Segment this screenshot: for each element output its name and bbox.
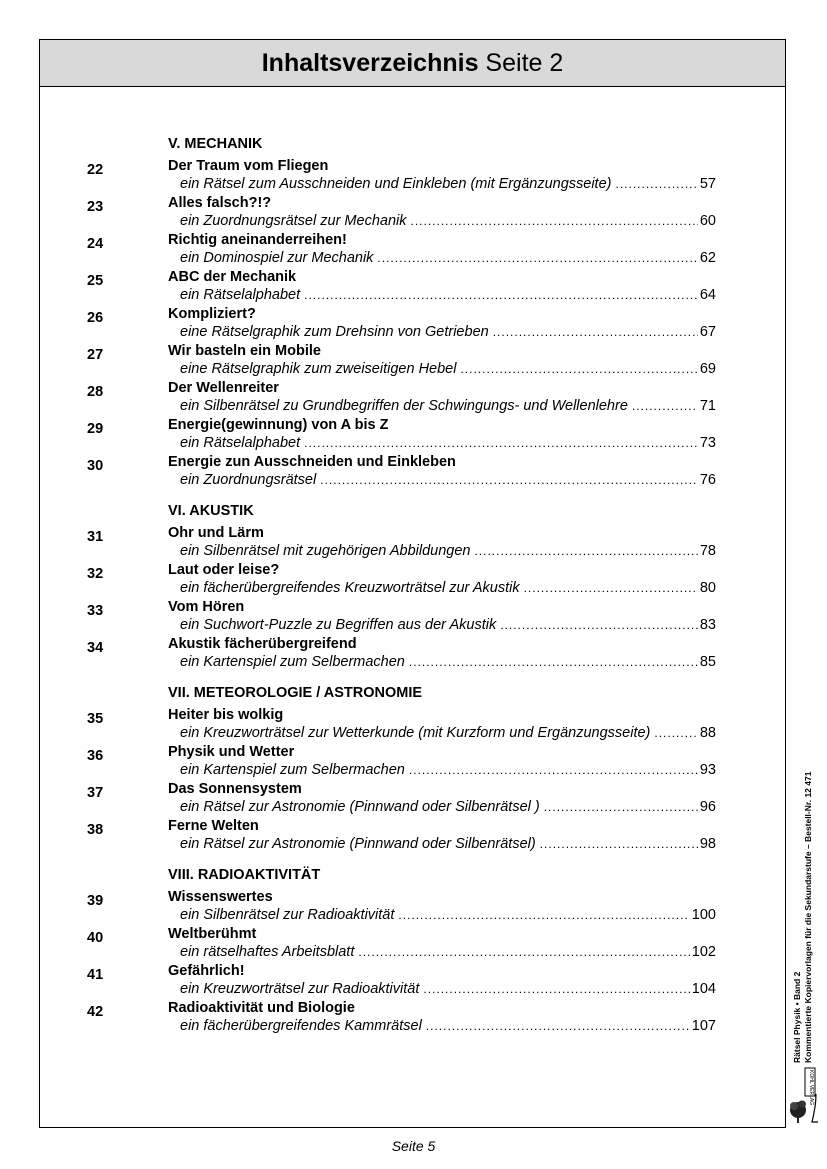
dot-leader <box>654 724 697 742</box>
entry-page: 96 <box>699 799 716 815</box>
entry-description-line <box>180 212 716 230</box>
entry-page: 104 <box>691 981 716 997</box>
entry-description: ein fächerübergreifendes Kreuzworträtsel zur Akustik <box>180 580 520 596</box>
header-title-normal: Seite 2 <box>478 49 564 77</box>
entry-description-line <box>180 943 716 961</box>
dot-leader <box>358 943 689 961</box>
entry-title: Laut oder leise? <box>168 562 280 578</box>
toc-entry <box>87 524 716 561</box>
entry-number: 36 <box>87 748 104 764</box>
entry-description: eine Rätselgraphik zum zweiseitigen Hebel <box>180 361 457 377</box>
entry-page: 62 <box>699 250 716 266</box>
entry-page: 107 <box>691 1018 716 1034</box>
entry-page: 83 <box>699 617 716 633</box>
entry-description: ein Silbenrätsel zur Radioaktivität <box>180 907 395 923</box>
toc-entry <box>87 817 716 854</box>
entry-page: 93 <box>699 762 716 778</box>
entry-description: ein Rätselalphabet <box>180 435 301 451</box>
table-of-contents <box>87 131 716 1036</box>
entry-description: ein Kreuzworträtsel zur Wetterkunde (mit Kurzform und Ergänzungsseite) <box>180 725 651 741</box>
dot-leader <box>398 906 689 924</box>
entry-number: 23 <box>87 199 104 215</box>
toc-entry <box>87 453 716 490</box>
entry-number: 24 <box>87 236 104 252</box>
toc-entry <box>87 416 716 453</box>
entry-description-line <box>180 542 716 560</box>
entry-number: 32 <box>87 566 104 582</box>
entry-title: Kompliziert? <box>168 306 256 322</box>
entry-description-line <box>180 906 716 924</box>
entry-page: 85 <box>699 654 716 670</box>
entry-number: 40 <box>87 930 104 946</box>
dot-leader <box>632 397 698 415</box>
logo-text: KOHL VERLAG <box>808 1070 814 1106</box>
entry-description: eine Rätselgraphik zum Drehsinn von Getrieben <box>180 324 489 340</box>
entry-page: 60 <box>699 213 716 229</box>
entry-description-line <box>180 579 716 597</box>
publisher-sidebar <box>788 708 824 1128</box>
entry-number: 30 <box>87 458 104 474</box>
section-heading: VII. METEOROLOGIE / ASTRONOMIE <box>168 685 423 701</box>
dot-leader <box>493 323 698 341</box>
entry-title: Energie zun Ausschneiden und Einkleben <box>168 454 456 470</box>
toc-entry <box>87 194 716 231</box>
entry-page: 71 <box>699 398 716 414</box>
entry-description: ein Zuordnungsrätsel zur Mechanik <box>180 213 407 229</box>
entry-description-line <box>180 798 716 816</box>
entry-description-line <box>180 397 716 415</box>
entry-number: 42 <box>87 1004 104 1020</box>
entry-page: 100 <box>691 907 716 923</box>
dot-leader <box>460 360 697 378</box>
entry-title: Ohr und Lärm <box>168 525 264 541</box>
toc-entry <box>87 379 716 416</box>
dot-leader <box>377 249 697 267</box>
entry-description: ein Rätsel zur Astronomie (Pinnwand oder Silbenrätsel) <box>180 836 536 852</box>
toc-entry <box>87 268 716 305</box>
toc-entry <box>87 962 716 999</box>
entry-description: ein Rätsel zum Ausschneiden und Einkleben (mit Ergänzungsseite) <box>180 176 612 192</box>
entry-title: Gefährlich! <box>168 963 245 979</box>
entry-description-line <box>180 249 716 267</box>
entry-description-line <box>180 323 716 341</box>
dot-leader <box>320 471 698 489</box>
entry-description: ein Zuordnungsrätsel <box>180 472 317 488</box>
section-heading: V. MECHANIK <box>168 136 263 152</box>
kohl-verlag-logo <box>788 1064 822 1128</box>
entry-number: 33 <box>87 603 104 619</box>
entry-title: Alles falsch?!? <box>168 195 272 211</box>
dot-leader <box>524 579 698 597</box>
entry-page: 73 <box>699 435 716 451</box>
entry-description: ein Kreuzworträtsel zur Radioaktivität <box>180 981 420 997</box>
entry-description-line <box>180 653 716 671</box>
dot-leader <box>615 175 697 193</box>
entry-description-line <box>180 434 716 452</box>
entry-title: Das Sonnensystem <box>168 781 302 797</box>
toc-entry <box>87 231 716 268</box>
entry-description: ein fächerübergreifendes Kammrätsel <box>180 1018 422 1034</box>
entry-title: Vom Hören <box>168 599 245 615</box>
toc-entry <box>87 635 716 672</box>
dot-leader <box>410 212 697 230</box>
entry-description: ein rätselhaftes Arbeitsblatt <box>180 944 355 960</box>
entry-description-line <box>180 471 716 489</box>
entry-number: 25 <box>87 273 104 289</box>
dot-leader <box>500 616 698 634</box>
page-frame <box>39 39 814 1128</box>
dot-leader <box>409 761 698 779</box>
entry-page: 102 <box>691 944 716 960</box>
dot-leader <box>540 835 698 853</box>
entry-title: Richtig aneinanderreihen! <box>168 232 347 248</box>
entry-number: 39 <box>87 893 104 909</box>
entry-page: 76 <box>699 472 716 488</box>
entry-page: 69 <box>699 361 716 377</box>
entry-title: Heiter bis wolkig <box>168 707 284 723</box>
entry-page: 57 <box>699 176 716 192</box>
dot-leader <box>426 1017 690 1035</box>
entry-page: 98 <box>699 836 716 852</box>
book-title-line: Rätsel Physik • Band 2 <box>792 971 802 1063</box>
publisher-info <box>792 708 824 1063</box>
dot-leader <box>304 286 698 304</box>
toc-entry <box>87 305 716 342</box>
entry-description-line <box>180 286 716 304</box>
dot-leader <box>409 653 698 671</box>
toc-entry <box>87 342 716 379</box>
toc-entry <box>87 561 716 598</box>
toc-entry <box>87 598 716 635</box>
book-subtitle-line: Kommentierte Kopiervorlagen für die Sekundarstufe – Bestell-Nr. 12 471 <box>803 771 813 1063</box>
section-heading: VIII. RADIOAKTIVITÄT <box>168 867 321 883</box>
entry-number: 27 <box>87 347 104 363</box>
entry-title: Weltberühmt <box>168 926 257 942</box>
entry-title: ABC der Mechanik <box>168 269 297 285</box>
entry-description: ein Kartenspiel zum Selbermachen <box>180 654 405 670</box>
entry-description: ein Dominospiel zur Mechanik <box>180 250 374 266</box>
toc-entry <box>87 157 716 194</box>
toc-entry <box>87 743 716 780</box>
entry-title: Radioaktivität und Biologie <box>168 1000 355 1016</box>
entry-description-line <box>180 616 716 634</box>
section-heading: VI. AKUSTIK <box>168 503 254 519</box>
entry-description: ein Silbenrätsel mit zugehörigen Abbildungen <box>180 543 471 559</box>
entry-number: 37 <box>87 785 104 801</box>
entry-number: 34 <box>87 640 104 656</box>
entry-description: ein Rätselalphabet <box>180 287 301 303</box>
entry-title: Energie(gewinnung) von A bis Z <box>168 417 389 433</box>
entry-page: 64 <box>699 287 716 303</box>
entry-number: 22 <box>87 162 104 178</box>
toc-entry <box>87 999 716 1036</box>
entry-number: 41 <box>87 967 104 983</box>
page-header <box>40 40 785 87</box>
entry-description-line <box>180 1017 716 1035</box>
toc-entry <box>87 925 716 962</box>
entry-description-line <box>180 175 716 193</box>
entry-number: 28 <box>87 384 104 400</box>
entry-description: ein Kartenspiel zum Selbermachen <box>180 762 405 778</box>
dot-leader <box>544 798 698 816</box>
entry-description-line <box>180 835 716 853</box>
entry-title: Physik und Wetter <box>168 744 295 760</box>
dot-leader <box>423 980 689 998</box>
entry-number: 29 <box>87 421 104 437</box>
dot-leader <box>304 434 698 452</box>
toc-entry <box>87 780 716 817</box>
entry-title: Wir basteln ein Mobile <box>168 343 321 359</box>
entry-description-line <box>180 724 716 742</box>
entry-description-line <box>180 980 716 998</box>
entry-description: ein Silbenrätsel zu Grundbegriffen der Schwingungs- und Wellenlehre <box>180 398 628 414</box>
header-title-bold: Inhaltsverzeichnis <box>261 49 479 77</box>
entry-description: ein Rätsel zur Astronomie (Pinnwand oder Silbenrätsel ) <box>180 799 540 815</box>
entry-title: Der Wellenreiter <box>168 380 279 396</box>
entry-title: Ferne Welten <box>168 818 259 834</box>
entry-title: Der Traum vom Fliegen <box>168 158 329 174</box>
page-number: Seite 5 <box>391 1138 436 1154</box>
entry-description: ein Suchwort-Puzzle zu Begriffen aus der Akustik <box>180 617 497 633</box>
entry-page: 80 <box>699 580 716 596</box>
entry-title: Wissenswertes <box>168 889 273 905</box>
entry-number: 26 <box>87 310 104 326</box>
toc-entry <box>87 706 716 743</box>
entry-page: 88 <box>699 725 716 741</box>
entry-description-line <box>180 360 716 378</box>
toc-entry <box>87 888 716 925</box>
dot-leader <box>474 542 697 560</box>
entry-page: 67 <box>699 324 716 340</box>
entry-description-line <box>180 761 716 779</box>
entry-page: 78 <box>699 543 716 559</box>
entry-number: 31 <box>87 529 104 545</box>
entry-number: 38 <box>87 822 104 838</box>
entry-title: Akustik fächerübergreifend <box>168 636 357 652</box>
entry-number: 35 <box>87 711 104 727</box>
